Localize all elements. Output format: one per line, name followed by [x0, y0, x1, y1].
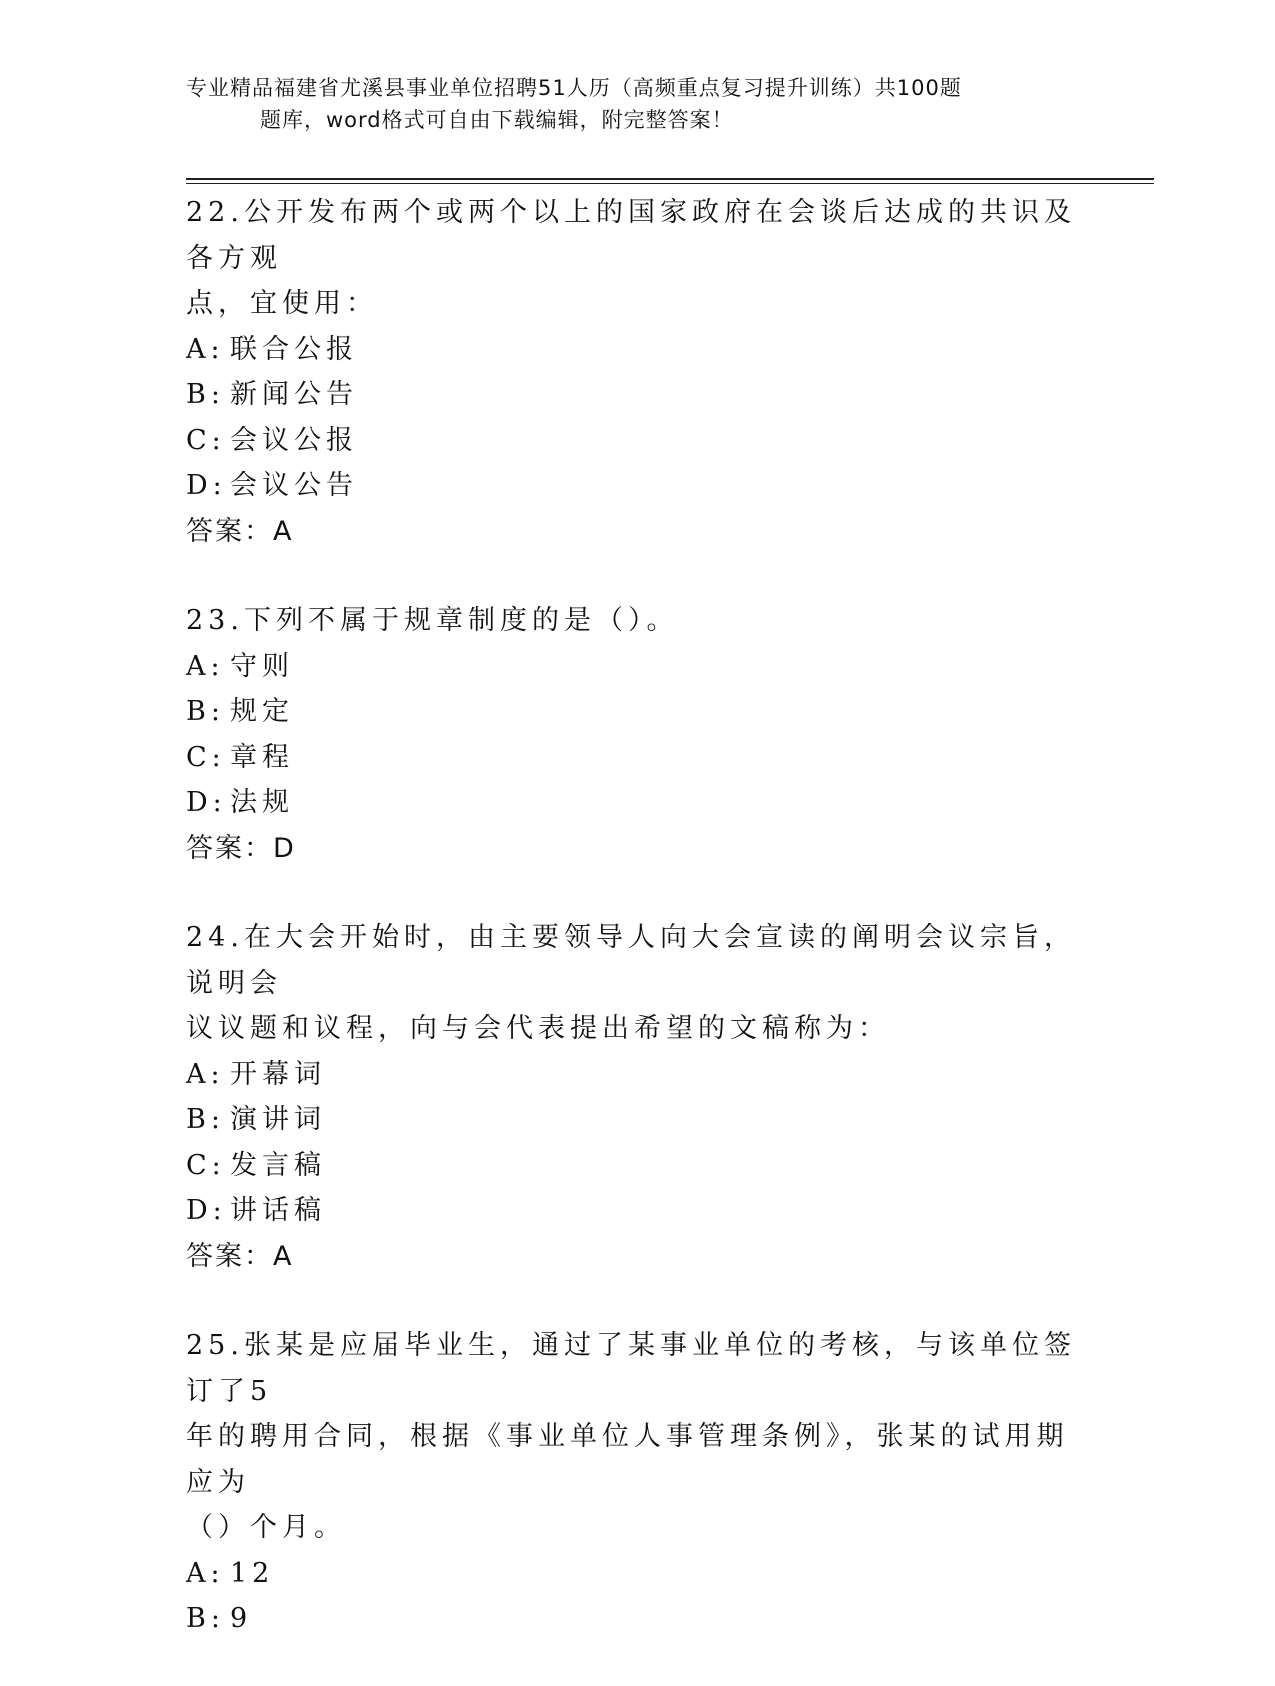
question-stem-line: 22.公开发布两个或两个以上的国家政府在会谈后达成的共识及各方观: [186, 197, 1076, 274]
question-stem-line: （）个月。: [186, 1512, 346, 1543]
header-title-line-2: 题库，word格式可自由下载编辑，附完整答案！: [260, 108, 734, 132]
answer-option: [186, 780, 1086, 826]
option-key: D:: [186, 1195, 227, 1226]
question-block: [186, 915, 1086, 1279]
option-text: 章程: [230, 741, 294, 773]
question-block: [186, 598, 1086, 871]
answer-line: 答案：A: [186, 515, 294, 547]
header-rule-thick: [186, 178, 1154, 180]
option-key: C:: [186, 424, 226, 456]
option-key: B:: [186, 379, 225, 410]
question-stem-line: 23.下列不属于规章制度的是（）。: [186, 605, 679, 636]
document-header: [186, 72, 1066, 136]
option-text: 会议公报: [230, 424, 358, 456]
answer-option: [186, 1596, 1086, 1642]
answer-option: [186, 689, 1086, 735]
question-block: [186, 1323, 1086, 1642]
header-title-line-1: 专业精品福建省尤溪县事业单位招聘51人历（高频重点复习提升训练）共100题: [186, 76, 962, 100]
option-key: A:: [186, 333, 225, 365]
header-rule-thin: [186, 183, 1154, 184]
answer-option: [186, 463, 1086, 509]
answer-option: [186, 735, 1086, 781]
option-text: 12: [230, 1557, 275, 1589]
answer-option: [186, 372, 1086, 418]
answer-option: [186, 1551, 1086, 1597]
option-key: B:: [186, 1104, 225, 1135]
question-stem-line: 议议题和议程，向与会代表提出希望的文稿称为：: [186, 1013, 890, 1044]
question-stem: [186, 190, 1086, 327]
question-stem: [186, 598, 1086, 644]
option-text: 会议公告: [230, 470, 358, 501]
option-key: C:: [186, 1149, 226, 1181]
option-key: A:: [186, 1058, 225, 1090]
option-text: 守则: [230, 650, 294, 682]
option-key: B:: [186, 696, 225, 727]
answer-option: [186, 1097, 1086, 1143]
question-block: [186, 190, 1086, 554]
answer-option: [186, 327, 1086, 373]
question-stem-line: 25.张某是应届毕业生，通过了某事业单位的考核，与该单位签订了5: [186, 1330, 1076, 1407]
answer-line: 答案：D: [186, 832, 296, 864]
option-text: 演讲词: [230, 1104, 326, 1135]
option-text: 发言稿: [230, 1149, 326, 1181]
answer-line: 答案：A: [186, 1240, 294, 1272]
option-text: 讲话稿: [230, 1195, 326, 1226]
question-stem-line: 点，宜使用：: [186, 288, 378, 319]
option-text: 新闻公告: [230, 379, 358, 410]
option-key: D:: [186, 787, 227, 818]
option-key: B:: [186, 1603, 225, 1634]
answer-option: [186, 1188, 1086, 1234]
question-stem-line: 年的聘用合同，根据《事业单位人事管理条例》，张某的试用期应为: [186, 1421, 1069, 1498]
option-key: D:: [186, 470, 227, 501]
question-stem-line: 24.在大会开始时，由主要领导人向大会宣读的阐明会议宗旨，说明会: [186, 922, 1076, 999]
answer-option: [186, 644, 1086, 690]
option-key: A:: [186, 1557, 225, 1589]
question-list: [186, 190, 1086, 1686]
question-stem: [186, 915, 1086, 1052]
answer-option: [186, 1052, 1086, 1098]
option-text: 开幕词: [230, 1058, 326, 1090]
question-stem: [186, 1323, 1086, 1551]
answer-option: [186, 418, 1086, 464]
option-key: C:: [186, 741, 226, 773]
option-key: A:: [186, 650, 225, 682]
option-text: 法规: [230, 787, 294, 818]
option-text: 规定: [230, 696, 294, 727]
option-text: 9: [230, 1603, 253, 1634]
option-text: 联合公报: [230, 333, 358, 365]
answer-option: [186, 1143, 1086, 1189]
